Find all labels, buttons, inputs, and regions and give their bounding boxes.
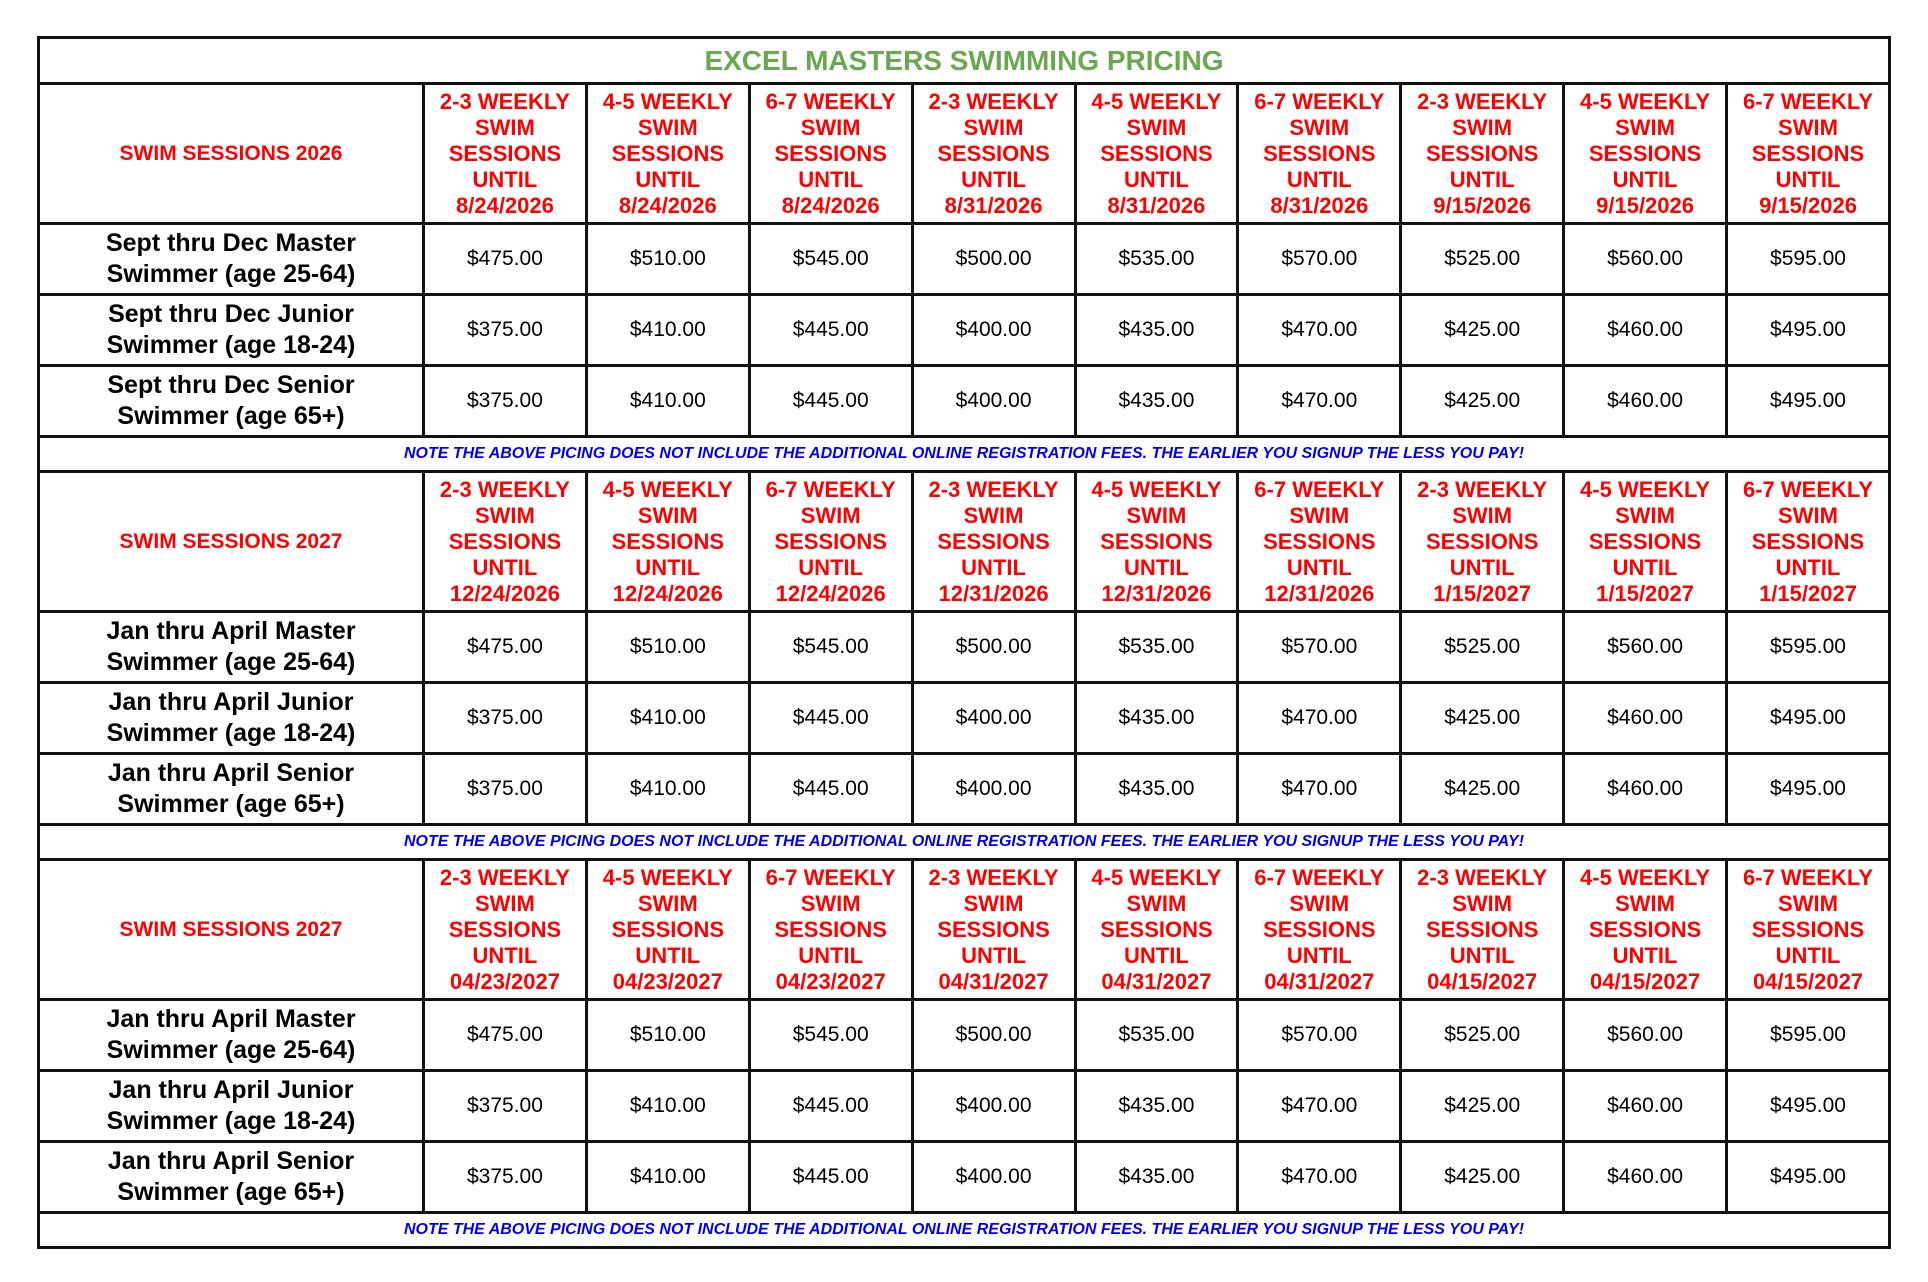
column-header-line: 2-3 WEEKLY (439, 476, 570, 502)
price-cell: $500.00 (912, 612, 1075, 683)
price-cell: $460.00 (1564, 754, 1727, 825)
row-label (39, 1071, 424, 1142)
column-header-line: UNTIL (1124, 942, 1189, 968)
row-label-line: Jan thru April Senior (107, 1147, 355, 1175)
note-row (39, 825, 1890, 860)
price-cell: $445.00 (749, 1071, 912, 1142)
column-header-line: UNTIL (472, 942, 538, 968)
price-cell: $495.00 (1727, 295, 1890, 366)
row-label (39, 754, 424, 825)
pricing-row (39, 1000, 1890, 1071)
column-header-line: 04/31/2027 (1264, 968, 1375, 994)
row-label-line: Swimmer (age 25-64) (106, 1036, 356, 1064)
column-header (1238, 84, 1401, 224)
column-header-line: 6-7 WEEKLY (1742, 864, 1873, 890)
column-header-line: 2-3 WEEKLY (1417, 864, 1548, 890)
column-header-line: UNTIL (472, 554, 538, 580)
column-header-line: 2-3 WEEKLY (1417, 476, 1548, 502)
row-label (39, 1142, 424, 1213)
price-cell: $460.00 (1564, 1071, 1727, 1142)
section-header-row (39, 860, 1890, 1000)
column-header-line: SWIM (963, 114, 1024, 140)
price-cell: $545.00 (749, 1000, 912, 1071)
price-cell: $425.00 (1401, 295, 1564, 366)
column-header-line: 8/24/2026 (456, 192, 554, 218)
price-cell: $545.00 (749, 224, 912, 295)
column-header-line: SESSIONS (774, 528, 887, 554)
section-label: SWIM SESSIONS 2027 (39, 860, 424, 1000)
row-label-line: Sept thru Dec Master (105, 229, 357, 257)
price-cell: $435.00 (1075, 366, 1238, 437)
column-header-line: SESSIONS (1263, 528, 1376, 554)
price-cell: $445.00 (749, 295, 912, 366)
column-header-line: SESSIONS (611, 140, 725, 166)
price-cell: $495.00 (1727, 1071, 1890, 1142)
column-header-line: 1/15/2027 (1433, 580, 1532, 606)
row-label-line: Swimmer (age 65+) (117, 790, 345, 818)
price-cell: $470.00 (1238, 366, 1401, 437)
row-label-line: Swimmer (age 25-64) (106, 260, 356, 288)
column-header-line: SESSIONS (1100, 140, 1213, 166)
column-header-line: UNTIL (1612, 166, 1678, 192)
column-header-line: SWIM (963, 502, 1024, 528)
price-cell: $495.00 (1727, 366, 1890, 437)
column-header-line: UNTIL (635, 166, 701, 192)
price-cell: $435.00 (1075, 1142, 1238, 1213)
column-header-line: 1/15/2027 (1759, 580, 1857, 606)
price-cell: $495.00 (1727, 1142, 1890, 1213)
column-header-line: SESSIONS (1425, 140, 1539, 166)
registration-fee-note: NOTE THE ABOVE PICING DOES NOT INCLUDE THE ADDITIONAL ONLINE REGISTRATION FEES. THE EARLIER YOU SIGNUP THE LESS YOU PAY! (39, 437, 1890, 472)
price-cell: $510.00 (586, 1000, 749, 1071)
column-header-line: 6-7 WEEKLY (765, 88, 896, 114)
row-label (39, 683, 424, 754)
column-header-line: 2-3 WEEKLY (1417, 88, 1548, 114)
column-header-line: SWIM (1615, 890, 1675, 916)
row-label-line: Jan thru April Senior (107, 759, 355, 787)
column-header-line: 12/24/2026 (775, 580, 886, 606)
column-header-line: 4-5 WEEKLY (1091, 864, 1222, 890)
column-header-line: UNTIL (1775, 166, 1841, 192)
price-cell: $445.00 (749, 683, 912, 754)
column-header (586, 84, 749, 224)
column-header-line: SESSIONS (937, 916, 1050, 942)
column-header (912, 860, 1075, 1000)
column-header (1401, 472, 1564, 612)
column-header (912, 472, 1075, 612)
row-label-line: Swimmer (age 18-24) (106, 1107, 356, 1135)
row-label-line: Swimmer (age 25-64) (106, 648, 356, 676)
column-header (749, 84, 912, 224)
price-cell: $500.00 (912, 224, 1075, 295)
column-header-line: SWIM (1126, 114, 1187, 140)
column-header-line: SWIM (1126, 502, 1187, 528)
pricing-row (39, 295, 1890, 366)
title-row (39, 38, 1890, 84)
note-row (39, 1213, 1890, 1248)
column-header (424, 860, 587, 1000)
price-cell: $375.00 (424, 1142, 587, 1213)
column-header-line: 6-7 WEEKLY (1742, 476, 1873, 502)
column-header (424, 84, 587, 224)
price-cell: $400.00 (912, 754, 1075, 825)
column-header-line: 8/24/2026 (781, 192, 880, 218)
section-header-row (39, 472, 1890, 612)
price-cell: $425.00 (1401, 754, 1564, 825)
price-cell: $560.00 (1564, 612, 1727, 683)
column-header-line: SESSIONS (448, 916, 562, 942)
column-header-line: 9/15/2026 (1759, 192, 1857, 218)
column-header (1727, 860, 1890, 1000)
price-cell: $445.00 (749, 1142, 912, 1213)
price-cell: $570.00 (1238, 224, 1401, 295)
column-header-line: UNTIL (961, 166, 1026, 192)
column-header-line: SWIM (1289, 114, 1350, 140)
column-header-line: 04/31/2027 (1101, 968, 1212, 994)
column-header-line: 6-7 WEEKLY (765, 476, 896, 502)
column-header-line: 6-7 WEEKLY (765, 864, 896, 890)
row-label-line: Jan thru April Master (106, 617, 356, 645)
column-header (1401, 860, 1564, 1000)
price-cell: $410.00 (586, 754, 749, 825)
column-header-line: SWIM (1615, 114, 1675, 140)
price-cell: $410.00 (586, 1142, 749, 1213)
column-header-line: 4-5 WEEKLY (1091, 88, 1222, 114)
pricing-table (37, 36, 1891, 1249)
price-cell: $510.00 (586, 224, 749, 295)
column-header-line: UNTIL (1612, 942, 1678, 968)
column-header-line: UNTIL (1124, 166, 1189, 192)
price-cell: $525.00 (1401, 224, 1564, 295)
column-header-line: UNTIL (961, 554, 1026, 580)
column-header-line: SWIM (637, 114, 698, 140)
price-cell: $570.00 (1238, 1000, 1401, 1071)
column-header-line: SESSIONS (448, 528, 562, 554)
column-header-line: 04/15/2027 (1752, 968, 1864, 994)
price-cell: $560.00 (1564, 1000, 1727, 1071)
column-header-line: SWIM (637, 890, 698, 916)
column-header (1075, 860, 1238, 1000)
column-header-line: 4-5 WEEKLY (1580, 864, 1711, 890)
row-label-line: Swimmer (age 65+) (117, 402, 345, 430)
row-label-line: Swimmer (age 18-24) (106, 331, 356, 359)
column-header-line: SWIM (963, 890, 1024, 916)
price-cell: $595.00 (1727, 1000, 1890, 1071)
column-header-line: SESSIONS (774, 916, 887, 942)
column-header (1238, 472, 1401, 612)
row-label (39, 295, 424, 366)
pricing-row (39, 754, 1890, 825)
column-header (1564, 472, 1727, 612)
column-header-line: 2-3 WEEKLY (439, 88, 570, 114)
column-header-line: UNTIL (1612, 554, 1678, 580)
column-header-line: 2-3 WEEKLY (928, 476, 1059, 502)
column-header (1401, 84, 1564, 224)
column-header (1075, 472, 1238, 612)
column-header-line: 04/23/2027 (612, 968, 723, 994)
column-header-line: 4-5 WEEKLY (602, 864, 733, 890)
row-label-line: Jan thru April Junior (108, 1076, 354, 1104)
column-header-line: SWIM (637, 502, 698, 528)
pricing-table-body (39, 38, 1890, 1248)
column-header-line: SESSIONS (1588, 528, 1702, 554)
price-cell: $525.00 (1401, 1000, 1564, 1071)
column-header (1727, 84, 1890, 224)
price-cell: $525.00 (1401, 612, 1564, 683)
price-cell: $435.00 (1075, 295, 1238, 366)
price-cell: $595.00 (1727, 224, 1890, 295)
column-header-line: SESSIONS (611, 528, 725, 554)
price-cell: $470.00 (1238, 1071, 1401, 1142)
column-header-line: 12/31/2026 (1101, 580, 1212, 606)
price-cell: $435.00 (1075, 754, 1238, 825)
column-header (749, 472, 912, 612)
price-cell: $435.00 (1075, 683, 1238, 754)
column-header-line: 12/24/2026 (449, 580, 560, 606)
column-header-line: 1/15/2027 (1596, 580, 1694, 606)
column-header-line: 2-3 WEEKLY (928, 864, 1059, 890)
row-label-line: Jan thru April Master (106, 1005, 356, 1033)
column-header-line: UNTIL (635, 554, 701, 580)
price-cell: $375.00 (424, 754, 587, 825)
row-label (39, 612, 424, 683)
column-header (1564, 84, 1727, 224)
price-cell: $470.00 (1238, 295, 1401, 366)
row-label-line: Swimmer (age 18-24) (106, 719, 356, 747)
price-cell: $410.00 (586, 295, 749, 366)
column-header-line: UNTIL (1286, 166, 1352, 192)
price-cell: $400.00 (912, 366, 1075, 437)
price-cell: $410.00 (586, 1071, 749, 1142)
price-cell: $425.00 (1401, 1071, 1564, 1142)
column-header-line: SWIM (1778, 114, 1838, 140)
column-header-line: UNTIL (1286, 554, 1352, 580)
price-cell: $400.00 (912, 295, 1075, 366)
column-header-line: SESSIONS (448, 140, 562, 166)
column-header-line: UNTIL (798, 942, 864, 968)
column-header-line: UNTIL (472, 166, 538, 192)
column-header-line: SWIM (1452, 890, 1513, 916)
price-cell: $375.00 (424, 295, 587, 366)
column-header-line: 2-3 WEEKLY (928, 88, 1059, 114)
price-cell: $400.00 (912, 683, 1075, 754)
price-cell: $470.00 (1238, 1142, 1401, 1213)
column-header-line: SWIM (1452, 114, 1513, 140)
price-cell: $535.00 (1075, 224, 1238, 295)
column-header-line: SESSIONS (1751, 140, 1865, 166)
price-cell: $435.00 (1075, 1071, 1238, 1142)
column-header-line: 04/23/2027 (449, 968, 560, 994)
pricing-row (39, 366, 1890, 437)
row-label-line: Sept thru Dec Senior (107, 371, 355, 399)
price-cell: $460.00 (1564, 295, 1727, 366)
column-header-line: 8/31/2026 (1270, 192, 1369, 218)
column-header-line: 4-5 WEEKLY (602, 88, 733, 114)
price-cell: $460.00 (1564, 683, 1727, 754)
price-cell: $500.00 (912, 1000, 1075, 1071)
price-cell: $375.00 (424, 366, 587, 437)
price-cell: $560.00 (1564, 224, 1727, 295)
column-header-line: SWIM (1778, 502, 1838, 528)
price-cell: $445.00 (749, 754, 912, 825)
column-header-line: SESSIONS (611, 916, 725, 942)
column-header-line: UNTIL (798, 166, 864, 192)
price-cell: $495.00 (1727, 754, 1890, 825)
price-cell: $410.00 (586, 366, 749, 437)
column-header-line: 8/31/2026 (944, 192, 1043, 218)
column-header-line: 04/15/2027 (1590, 968, 1701, 994)
column-header-line: 4-5 WEEKLY (1091, 476, 1222, 502)
pricing-row (39, 1071, 1890, 1142)
column-header-line: SWIM (1289, 502, 1350, 528)
registration-fee-note: NOTE THE ABOVE PICING DOES NOT INCLUDE THE ADDITIONAL ONLINE REGISTRATION FEES. THE EARLIER YOU SIGNUP THE LESS YOU PAY! (39, 1213, 1890, 1248)
pricing-row (39, 224, 1890, 295)
column-header (1075, 84, 1238, 224)
column-header-line: 04/15/2027 (1427, 968, 1538, 994)
price-cell: $445.00 (749, 366, 912, 437)
note-row (39, 437, 1890, 472)
row-label-line: Swimmer (age 65+) (117, 1178, 345, 1206)
price-cell: $510.00 (586, 612, 749, 683)
column-header-line: 9/15/2026 (1596, 192, 1694, 218)
price-cell: $535.00 (1075, 612, 1238, 683)
column-header-line: SESSIONS (774, 140, 887, 166)
pricing-row (39, 1142, 1890, 1213)
price-cell: $375.00 (424, 1071, 587, 1142)
column-header (749, 860, 912, 1000)
section-label: SWIM SESSIONS 2027 (39, 472, 424, 612)
price-cell: $595.00 (1727, 612, 1890, 683)
column-header-line: SESSIONS (1588, 916, 1702, 942)
column-header (1238, 860, 1401, 1000)
column-header-line: SESSIONS (1100, 528, 1213, 554)
row-label-line: Jan thru April Junior (108, 688, 354, 716)
price-cell: $425.00 (1401, 366, 1564, 437)
column-header-line: 6-7 WEEKLY (1254, 476, 1385, 502)
price-cell: $475.00 (424, 1000, 587, 1071)
price-cell: $495.00 (1727, 683, 1890, 754)
column-header-line: 6-7 WEEKLY (1254, 88, 1385, 114)
column-header-line: SESSIONS (1425, 528, 1539, 554)
column-header-line: UNTIL (1449, 166, 1515, 192)
column-header-line: SWIM (800, 890, 861, 916)
column-header (586, 472, 749, 612)
price-cell: $375.00 (424, 683, 587, 754)
price-cell: $545.00 (749, 612, 912, 683)
row-label (39, 224, 424, 295)
column-header-line: 6-7 WEEKLY (1254, 864, 1385, 890)
row-label (39, 1000, 424, 1071)
column-header-line: 4-5 WEEKLY (1580, 476, 1711, 502)
column-header-line: 12/24/2026 (612, 580, 723, 606)
column-header-line: 04/23/2027 (775, 968, 886, 994)
column-header-line: 04/31/2027 (938, 968, 1049, 994)
pricing-row (39, 683, 1890, 754)
column-header-line: SWIM (474, 502, 535, 528)
column-header-line: 6-7 WEEKLY (1742, 88, 1873, 114)
column-header-line: 4-5 WEEKLY (602, 476, 733, 502)
column-header-line: 9/15/2026 (1433, 192, 1532, 218)
column-header (424, 472, 587, 612)
column-header-line: 4-5 WEEKLY (1580, 88, 1711, 114)
column-header-line: SWIM (474, 114, 535, 140)
column-header-line: UNTIL (1775, 942, 1841, 968)
column-header-line: SWIM (1778, 890, 1838, 916)
column-header-line: 12/31/2026 (1264, 580, 1375, 606)
column-header-line: SESSIONS (1263, 140, 1376, 166)
column-header-line: SWIM (1289, 890, 1350, 916)
registration-fee-note: NOTE THE ABOVE PICING DOES NOT INCLUDE THE ADDITIONAL ONLINE REGISTRATION FEES. THE EARLIER YOU SIGNUP THE LESS YOU PAY! (39, 825, 1890, 860)
section-label: SWIM SESSIONS 2026 (39, 84, 424, 224)
price-cell: $425.00 (1401, 683, 1564, 754)
column-header-line: SWIM (800, 114, 861, 140)
column-header-line: SWIM (1452, 502, 1513, 528)
column-header-line: SESSIONS (937, 140, 1050, 166)
column-header-line: SESSIONS (1751, 916, 1865, 942)
column-header-line: SESSIONS (1425, 916, 1539, 942)
price-cell: $410.00 (586, 683, 749, 754)
column-header-line: 8/31/2026 (1107, 192, 1206, 218)
column-header-line: SESSIONS (1751, 528, 1865, 554)
page-title: EXCEL MASTERS SWIMMING PRICING (39, 38, 1890, 84)
pricing-row (39, 612, 1890, 683)
price-cell: $475.00 (424, 612, 587, 683)
column-header-line: SWIM (800, 502, 861, 528)
price-cell: $475.00 (424, 224, 587, 295)
price-cell: $460.00 (1564, 1142, 1727, 1213)
column-header (1727, 472, 1890, 612)
column-header-line: UNTIL (961, 942, 1026, 968)
column-header-line: SWIM (1615, 502, 1675, 528)
price-cell: $470.00 (1238, 683, 1401, 754)
column-header-line: SESSIONS (1263, 916, 1376, 942)
row-label (39, 366, 424, 437)
column-header-line: UNTIL (798, 554, 864, 580)
column-header-line: 2-3 WEEKLY (439, 864, 570, 890)
price-cell: $535.00 (1075, 1000, 1238, 1071)
price-cell: $460.00 (1564, 366, 1727, 437)
column-header-line: SESSIONS (1588, 140, 1702, 166)
price-cell: $400.00 (912, 1142, 1075, 1213)
column-header-line: 8/24/2026 (618, 192, 717, 218)
column-header-line: UNTIL (1449, 554, 1515, 580)
column-header-line: 12/31/2026 (938, 580, 1049, 606)
column-header-line: UNTIL (1449, 942, 1515, 968)
column-header-line: SWIM (474, 890, 535, 916)
column-header-line: UNTIL (1775, 554, 1841, 580)
price-cell: $570.00 (1238, 612, 1401, 683)
column-header-line: UNTIL (1286, 942, 1352, 968)
column-header-line: SESSIONS (937, 528, 1050, 554)
column-header-line: UNTIL (635, 942, 701, 968)
column-header (1564, 860, 1727, 1000)
row-label-line: Sept thru Dec Junior (108, 300, 354, 328)
price-cell: $400.00 (912, 1071, 1075, 1142)
column-header (912, 84, 1075, 224)
price-cell: $425.00 (1401, 1142, 1564, 1213)
column-header-line: SESSIONS (1100, 916, 1213, 942)
column-header (586, 860, 749, 1000)
column-header-line: UNTIL (1124, 554, 1189, 580)
column-header-line: SWIM (1126, 890, 1187, 916)
price-cell: $470.00 (1238, 754, 1401, 825)
section-header-row (39, 84, 1890, 224)
